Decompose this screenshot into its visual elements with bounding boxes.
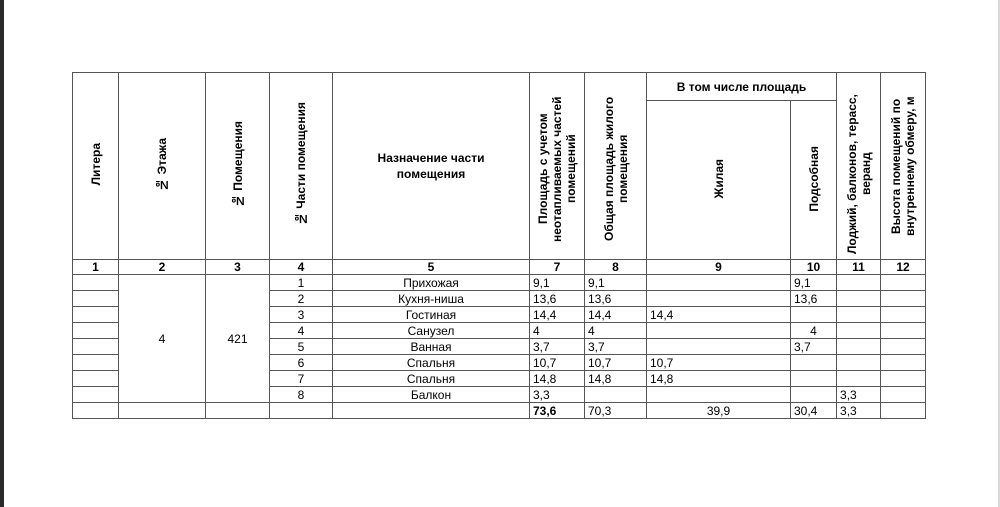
part-cell: 8 bbox=[270, 387, 333, 403]
header-aux: Подсобная bbox=[791, 101, 837, 260]
area-incl-cell: 4 bbox=[530, 323, 585, 339]
header-area-incl: Площадь с учетом неотапливаемых частей помещений bbox=[530, 73, 585, 260]
area-incl-cell: 3,7 bbox=[530, 339, 585, 355]
colnum: 5 bbox=[333, 260, 530, 275]
room-cell bbox=[206, 403, 270, 419]
purpose-cell: Прихожая bbox=[333, 275, 530, 291]
aux-cell bbox=[791, 387, 837, 403]
total-aux: 30,4 bbox=[791, 403, 837, 419]
height-cell bbox=[881, 291, 926, 307]
loggia-cell bbox=[837, 355, 881, 371]
colnum: 1 bbox=[73, 260, 119, 275]
loggia-cell bbox=[837, 371, 881, 387]
litera-cell bbox=[73, 291, 119, 307]
column-numbers-row bbox=[73, 260, 926, 275]
room-cell: 421 bbox=[206, 275, 270, 403]
aux-cell: 9,1 bbox=[791, 275, 837, 291]
living-cell: 14,4 bbox=[647, 307, 791, 323]
area-incl-cell: 14,8 bbox=[530, 371, 585, 387]
area-total-cell: 4 bbox=[585, 323, 647, 339]
part-cell: 6 bbox=[270, 355, 333, 371]
purpose-cell: Санузел bbox=[333, 323, 530, 339]
living-cell bbox=[647, 323, 791, 339]
aux-cell: 4 bbox=[791, 323, 837, 339]
purpose-cell: Кухня-ниша bbox=[333, 291, 530, 307]
height-cell bbox=[881, 275, 926, 291]
header-floor: № Этажа bbox=[119, 73, 206, 260]
area-total-cell: 9,1 bbox=[585, 275, 647, 291]
purpose-cell: Спальня bbox=[333, 371, 530, 387]
area-incl-cell: 9,1 bbox=[530, 275, 585, 291]
area-total-cell: 14,4 bbox=[585, 307, 647, 323]
floor-cell bbox=[119, 403, 206, 419]
loggia-cell bbox=[837, 307, 881, 323]
living-cell: 14,8 bbox=[647, 371, 791, 387]
colnum: 4 bbox=[270, 260, 333, 275]
area-total-cell: 3,7 bbox=[585, 339, 647, 355]
litera-cell bbox=[73, 403, 119, 419]
living-cell bbox=[647, 275, 791, 291]
aux-cell bbox=[791, 307, 837, 323]
purpose-cell: Ванная bbox=[333, 339, 530, 355]
area-total-cell: 14,8 bbox=[585, 371, 647, 387]
litera-cell bbox=[73, 275, 119, 291]
living-cell: 10,7 bbox=[647, 355, 791, 371]
totals-row bbox=[73, 403, 926, 419]
header-purpose: Назначение части помещения bbox=[333, 73, 530, 260]
aux-cell: 3,7 bbox=[791, 339, 837, 355]
part-cell: 1 bbox=[270, 275, 333, 291]
header-area-total: Общая площадь жилого помещения bbox=[585, 73, 647, 260]
table-row bbox=[73, 275, 926, 291]
living-cell bbox=[647, 387, 791, 403]
loggia-cell bbox=[837, 339, 881, 355]
purpose-cell: Гостиная bbox=[333, 307, 530, 323]
area-incl-cell: 13,6 bbox=[530, 291, 585, 307]
total-area-total: 70,3 bbox=[585, 403, 647, 419]
height-cell bbox=[881, 371, 926, 387]
aux-cell bbox=[791, 355, 837, 371]
total-loggia: 3,3 bbox=[837, 403, 881, 419]
colnum: 11 bbox=[837, 260, 881, 275]
area-total-cell bbox=[585, 387, 647, 403]
area-total-cell: 13,6 bbox=[585, 291, 647, 307]
litera-cell bbox=[73, 307, 119, 323]
height-cell bbox=[881, 307, 926, 323]
loggia-cell: 3,3 bbox=[837, 387, 881, 403]
height-cell bbox=[881, 339, 926, 355]
litera-cell bbox=[73, 371, 119, 387]
header-part: № Части помещения bbox=[270, 73, 333, 260]
header-litera: Литера bbox=[73, 73, 119, 260]
area-incl-cell: 10,7 bbox=[530, 355, 585, 371]
height-cell bbox=[881, 403, 926, 419]
purpose-cell: Спальня bbox=[333, 355, 530, 371]
colnum: 12 bbox=[881, 260, 926, 275]
header-room: № Помещения bbox=[206, 73, 270, 260]
colnum: 2 bbox=[119, 260, 206, 275]
colnum: 3 bbox=[206, 260, 270, 275]
litera-cell bbox=[73, 387, 119, 403]
litera-cell bbox=[73, 339, 119, 355]
header-loggia: Лоджий, балконов, терасс, веранд bbox=[837, 73, 881, 260]
living-cell bbox=[647, 291, 791, 307]
header-height: Высота помещений по внутреннему обмеру, м bbox=[881, 73, 926, 260]
aux-cell bbox=[791, 371, 837, 387]
part-cell: 3 bbox=[270, 307, 333, 323]
purpose-cell: Балкон bbox=[333, 387, 530, 403]
part-cell: 2 bbox=[270, 291, 333, 307]
left-edge-shadow bbox=[0, 0, 4, 507]
part-cell bbox=[270, 403, 333, 419]
area-incl-cell: 14,4 bbox=[530, 307, 585, 323]
height-cell bbox=[881, 387, 926, 403]
total-area-incl: 73,6 bbox=[530, 403, 585, 419]
part-cell: 4 bbox=[270, 323, 333, 339]
area-total-cell: 10,7 bbox=[585, 355, 647, 371]
litera-cell bbox=[73, 323, 119, 339]
colnum: 9 bbox=[647, 260, 791, 275]
loggia-cell bbox=[837, 323, 881, 339]
colnum: 7 bbox=[530, 260, 585, 275]
loggia-cell bbox=[837, 291, 881, 307]
header-incl-group: В том числе площадь bbox=[647, 73, 837, 101]
part-cell: 5 bbox=[270, 339, 333, 355]
floor-cell: 4 bbox=[119, 275, 206, 403]
colnum: 10 bbox=[791, 260, 837, 275]
height-cell bbox=[881, 355, 926, 371]
header-living: Жилая bbox=[647, 101, 791, 260]
living-cell bbox=[647, 339, 791, 355]
part-cell: 7 bbox=[270, 371, 333, 387]
total-living: 39,9 bbox=[647, 403, 791, 419]
explication-table bbox=[72, 72, 926, 419]
aux-cell: 13,6 bbox=[791, 291, 837, 307]
area-incl-cell: 3,3 bbox=[530, 387, 585, 403]
colnum: 8 bbox=[585, 260, 647, 275]
height-cell bbox=[881, 323, 926, 339]
litera-cell bbox=[73, 355, 119, 371]
loggia-cell bbox=[837, 275, 881, 291]
purpose-cell bbox=[333, 403, 530, 419]
